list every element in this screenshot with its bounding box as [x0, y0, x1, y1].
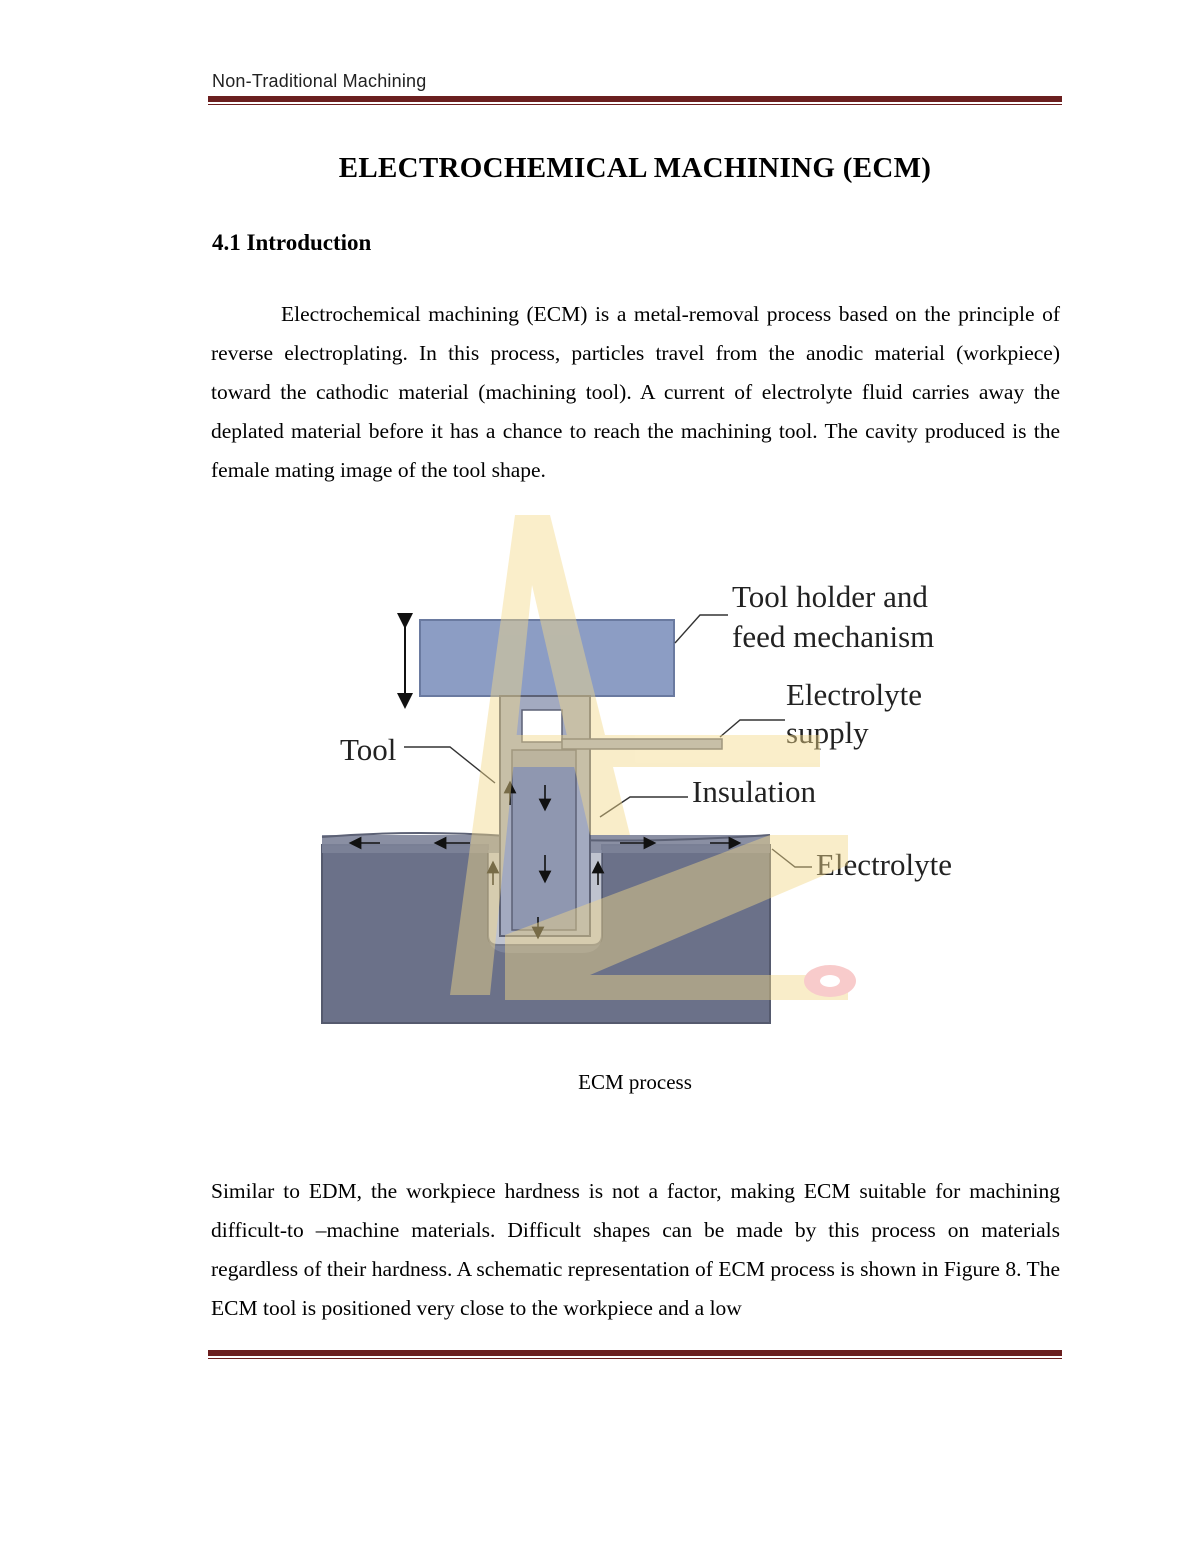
label-electrolyte-supply-1: Electrolyte — [786, 677, 922, 712]
intro-paragraph: Electrochemical machining (ECM) is a metal-removal process based on the principle of reverse electroplating. In this process, particles travel from the anodic material (workpiece) toward the cathodic material (machining tool). A current of electrolyte fluid carries away the deplated material before it has a chance to reach the machining tool. The cavity produced is the female mating image of the tool shape. — [211, 302, 1060, 482]
ecm-diagram — [300, 505, 980, 1035]
body-paragraph: Similar to EDM, the workpiece hardness is not a factor, making ECM suitable for machining difficult-to –machine materials. Difficult shapes can be made by this process on materials regardless of their hardness. A schematic representation of ECM process is shown in Figure 8. The ECM tool is positioned very close to the workpiece and a low — [211, 1179, 1060, 1320]
label-electrolyte: Electrolyte — [816, 847, 952, 882]
figure-caption: ECM process — [578, 1070, 692, 1094]
label-electrolyte-supply-2: supply — [786, 715, 869, 750]
label-insulation: Insulation — [692, 774, 816, 809]
label-tool-holder-1: Tool holder and — [732, 579, 928, 614]
header-rule — [208, 96, 1062, 105]
footer-rule — [208, 1350, 1062, 1359]
page-title: ELECTROCHEMICAL MACHINING (ECM) — [338, 152, 932, 184]
ecm-figure — [300, 505, 980, 1035]
label-tool-holder-2: feed mechanism — [732, 619, 935, 654]
section-heading: 4.1 Introduction — [212, 230, 372, 255]
running-header: Non-Traditional Machining — [212, 71, 427, 91]
label-tool: Tool — [340, 732, 397, 767]
